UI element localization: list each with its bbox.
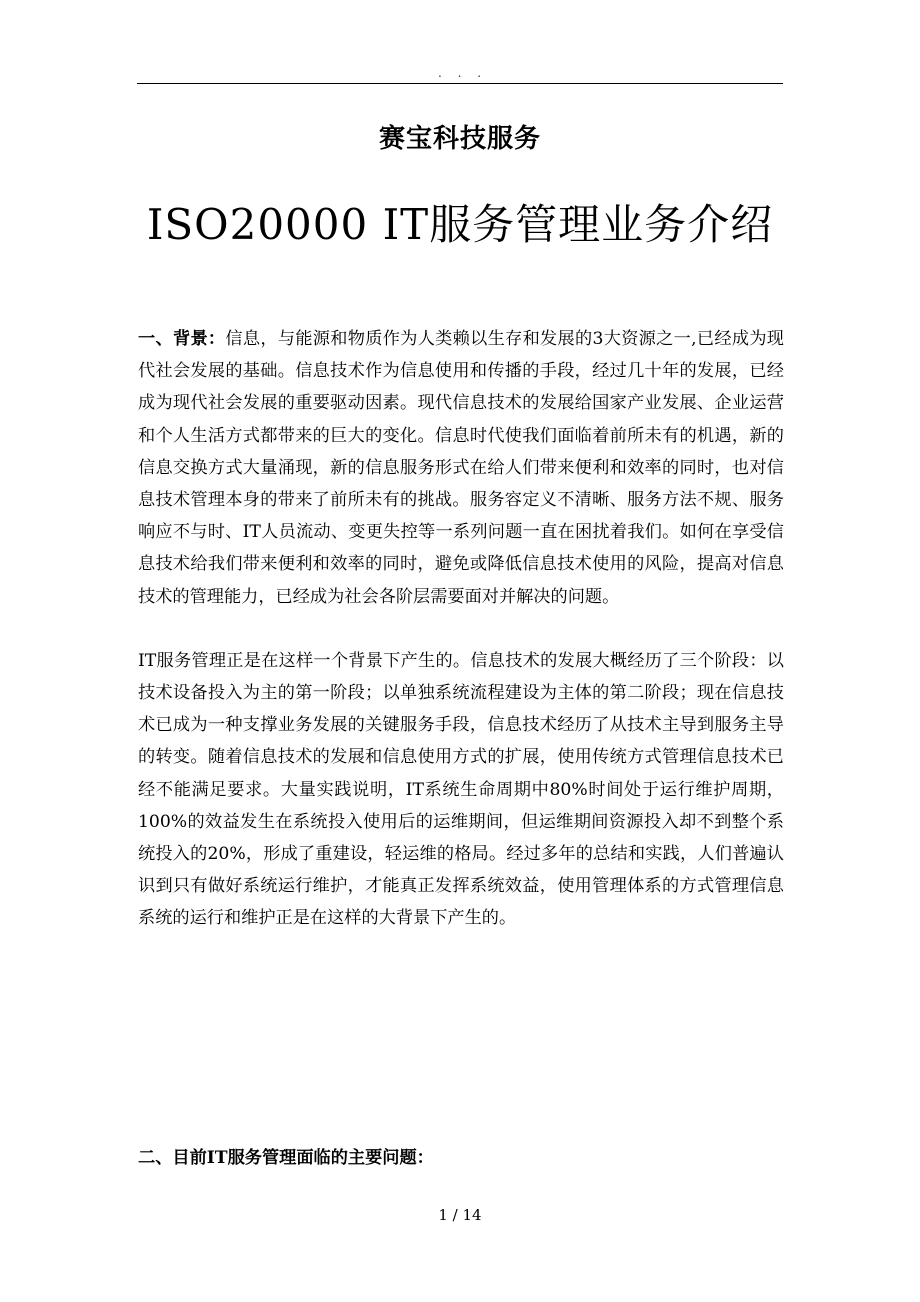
company-name: 赛宝科技服务 [378, 124, 541, 154]
page-number: 1 / 14 [438, 1206, 482, 1224]
section1-paragraph2: IT服务管理正是在这样一个背景下产生的。信息技术的发展大概经历了三个阶段：以技术设备投入为主的第一阶段；以单独系统流程建设为主体的第二阶段；现在信息技术已成为一种支撑业务发展的关键服务手段，信息技术经历了从技术主导到服务主导的转变。随着信息技术的发展和信息使用方式的扩展，使用传统方式管理信息技术已经不能满足要求。大量实践说明，IT系统生命周期中80%时间处于运行维护周期，100%的效益发生在系统投入使用后的运维期间，但运维期间资源投入却不到整个系统投入的20%，形成了重建设，轻运维的格局。经过多年的总结和实践，人们普遍认识到只有做好系统运行维护，才能真正发挥系统效益，使用管理体系的方式管理信息系统的运行和维护正是在这样的大背景下产生的。 [138, 650, 784, 929]
header-dots: . . . [438, 66, 488, 80]
header-rule [137, 83, 783, 84]
document-title: ISO20000 IT服务管理业务介绍 [146, 200, 774, 249]
section1-heading: 一、背景： [138, 329, 226, 349]
document-body [138, 323, 784, 935]
section2-heading: 二、目前IT服务管理面临的主要问题： [138, 1148, 434, 1168]
section1-paragraph1: 信息，与能源和物质作为人类赖以生存和发展的3大资源之一,已经成为现代社会发展的基础。信息技术作为信息使用和传播的手段，经过几十年的发展，已经成为现代社会发展的重要驱动因素。现代信息技术的发展给国家产业发展、企业运营和个人生活方式都带来的巨大的变化。信息时代使我们面临着前所未有的机遇，新的信息交换方式大量涌现，新的信息服务形式在给人们带来便利和效率的同时，也对信息技术管理本身的带来了前所未有的挑战。服务容定义不清晰、服务方法不规、服务响应不与时、IT人员流动、变更失控等一系列问题一直在困扰着我们。如何在享受信息技术给我们带来便利和效率的同时，避免或降低信息技术使用的风险，提高对信息技术的管理能力，已经成为社会各阶层需要面对并解决的问题。 [138, 329, 784, 607]
background-paragraph [138, 323, 784, 613]
